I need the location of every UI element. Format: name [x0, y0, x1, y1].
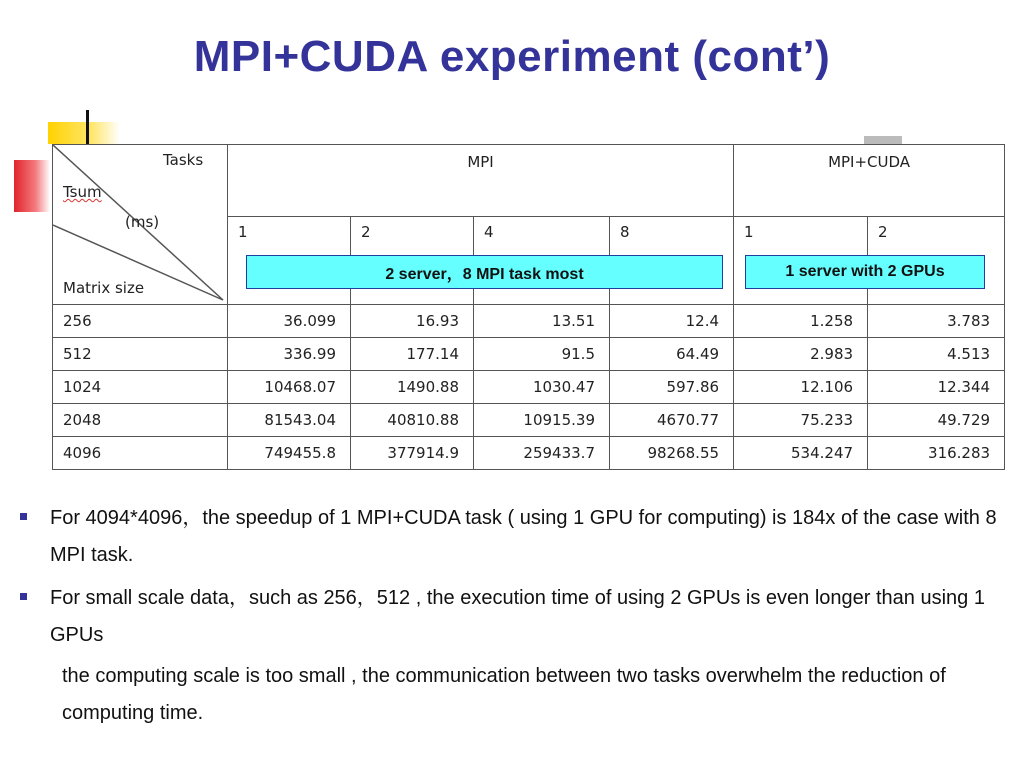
- task-count-cell: 1: [228, 217, 351, 305]
- task-count-cell: 8: [610, 217, 734, 305]
- diagonal-corner-cell: [53, 145, 228, 305]
- bullet-item: [20, 580, 1000, 654]
- time-cell: 91.5: [474, 338, 610, 371]
- tasks-label: Tasks: [163, 151, 204, 169]
- time-cell: 16.93: [351, 305, 474, 338]
- task-count-cell: 2: [351, 217, 474, 305]
- time-cell: 3.783: [868, 305, 1005, 338]
- time-cell: 10915.39: [474, 404, 610, 437]
- slide-title: MPI+CUDA experiment (cont’): [193, 32, 831, 81]
- time-cell: 2.983: [734, 338, 868, 371]
- bullet-square-icon: [20, 593, 27, 600]
- time-cell: 13.51: [474, 305, 610, 338]
- matrix-size-cell: 4096: [53, 437, 228, 470]
- time-cell: 316.283: [868, 437, 1005, 470]
- time-cell: 4670.77: [610, 404, 734, 437]
- time-cell: 1490.88: [351, 371, 474, 404]
- time-cell: 81543.04: [228, 404, 351, 437]
- gpu-server-callout: 1 server with 2 GPUs: [745, 255, 985, 289]
- time-cell: 40810.88: [351, 404, 474, 437]
- time-cell: 1030.47: [474, 371, 610, 404]
- bullet-item: [20, 500, 1000, 574]
- bullet-list: [20, 500, 1000, 732]
- time-cell: 1.258: [734, 305, 868, 338]
- explanation-note: the computing scale is too small , the communication between two tasks overwhelm the reduction of computing time.: [62, 665, 946, 724]
- matrix-size-cell: 512: [53, 338, 228, 371]
- table-row: [53, 305, 1005, 338]
- ms-label: (ms): [125, 213, 160, 231]
- time-cell: 4.513: [868, 338, 1005, 371]
- time-cell: 49.729: [868, 404, 1005, 437]
- task-count-cell: 4: [474, 217, 610, 305]
- red-accent-bar: [14, 160, 50, 212]
- time-cell: 12.344: [868, 371, 1005, 404]
- matrix-size-cell: 2048: [53, 404, 228, 437]
- yellow-accent-bar: [48, 122, 120, 144]
- task-count-cell: 2: [868, 217, 1005, 305]
- group-header-mpi-cuda: MPI+CUDA: [734, 145, 1005, 217]
- time-cell: 259433.7: [474, 437, 610, 470]
- matrix-size-cell: 1024: [53, 371, 228, 404]
- time-cell: 12.4: [610, 305, 734, 338]
- mpi-server-callout: 2 server，8 MPI task most: [246, 255, 723, 289]
- time-cell: 98268.55: [610, 437, 734, 470]
- gray-accent-bar: [864, 136, 902, 144]
- table-header-row: [53, 145, 1005, 217]
- time-cell: 10468.07: [228, 371, 351, 404]
- time-cell: 749455.8: [228, 437, 351, 470]
- time-cell: 597.86: [610, 371, 734, 404]
- time-cell: 377914.9: [351, 437, 474, 470]
- matrix-size-cell: 256: [53, 305, 228, 338]
- time-cell: 75.233: [734, 404, 868, 437]
- time-cell: 177.14: [351, 338, 474, 371]
- time-cell: 64.49: [610, 338, 734, 371]
- task-count-cell: 1: [734, 217, 868, 305]
- bullet-text: For 4094*4096，the speedup of 1 MPI+CUDA task ( using 1 GPU for computing) is 184x of the case with 8 MPI task.: [50, 507, 997, 566]
- table-row: [53, 404, 1005, 437]
- vertical-accent-line: [86, 110, 89, 144]
- time-cell: 336.99: [228, 338, 351, 371]
- bullet-text: For small scale data，such as 256，512 , the execution time of using 2 GPUs is even longer than using 1 GPUs: [50, 587, 985, 646]
- tsum-label: Tsum: [63, 183, 102, 201]
- group-header-mpi: MPI: [228, 145, 734, 217]
- table-row: [53, 338, 1005, 371]
- matrix-size-label: Matrix size: [63, 279, 145, 297]
- time-cell: 534.247: [734, 437, 868, 470]
- bullet-square-icon: [20, 513, 27, 520]
- table-row: [53, 437, 1005, 470]
- time-cell: 36.099: [228, 305, 351, 338]
- results-table: [52, 144, 1005, 470]
- table-row: [53, 371, 1005, 404]
- time-cell: 12.106: [734, 371, 868, 404]
